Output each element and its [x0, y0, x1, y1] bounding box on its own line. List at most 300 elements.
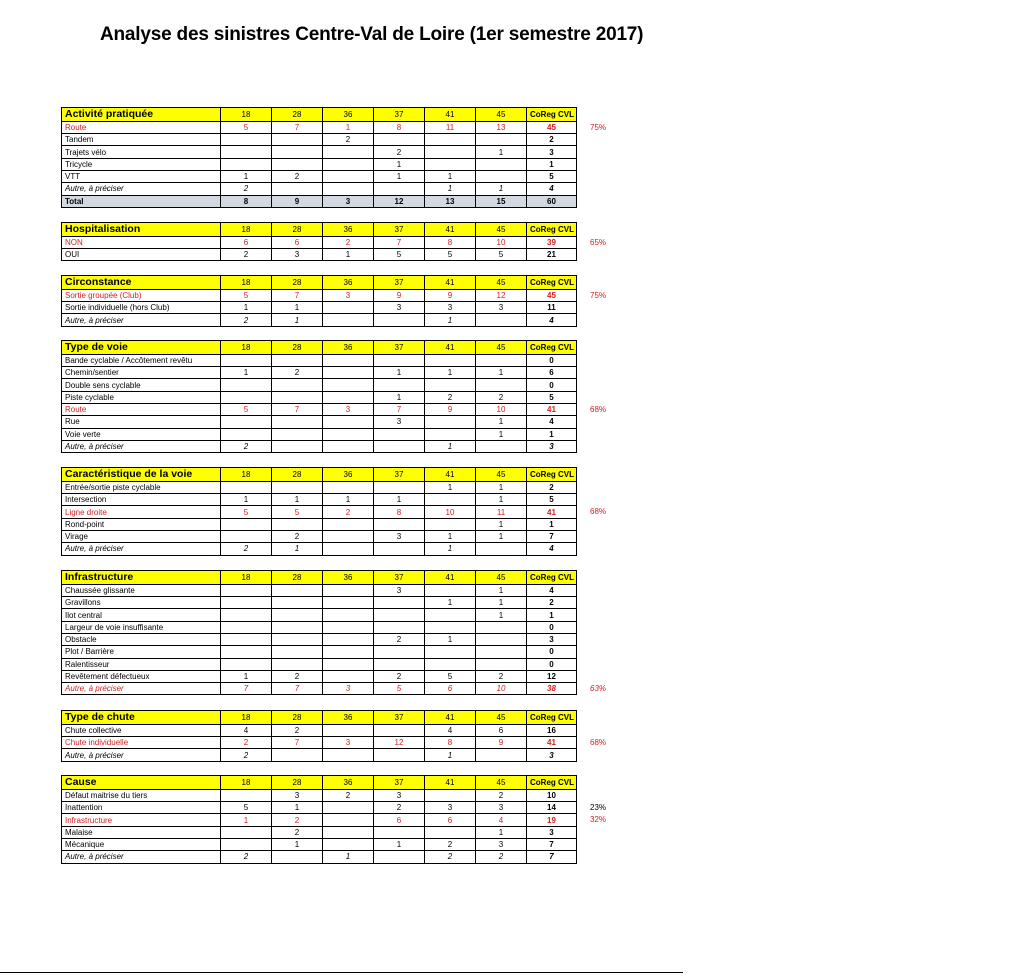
- data-cell: [476, 134, 527, 146]
- data-cell: [272, 749, 323, 761]
- data-cell: 1: [425, 183, 476, 195]
- data-cell: [323, 838, 374, 850]
- total-cell: 38: [527, 683, 577, 695]
- data-cell: 8: [221, 195, 272, 207]
- column-header: 18: [221, 776, 272, 790]
- data-cell: [323, 530, 374, 542]
- data-cell: [272, 633, 323, 645]
- row-label: Sortie groupée (Club): [62, 289, 221, 301]
- table-header-row: [62, 341, 577, 355]
- data-table: [61, 467, 577, 556]
- data-cell: 1: [476, 494, 527, 506]
- total-cell: 2: [527, 597, 577, 609]
- data-cell: [374, 379, 425, 391]
- data-cell: [323, 584, 374, 596]
- table-row: [62, 146, 577, 158]
- total-cell: 5: [527, 170, 577, 182]
- data-cell: [221, 646, 272, 658]
- column-header: 28: [272, 468, 323, 482]
- data-cell: 1: [221, 170, 272, 182]
- data-cell: 2: [221, 249, 272, 261]
- data-cell: 3: [476, 838, 527, 850]
- data-cell: [476, 633, 527, 645]
- table-row: [62, 314, 577, 326]
- data-cell: [323, 802, 374, 814]
- data-cell: [272, 391, 323, 403]
- data-cell: [374, 440, 425, 452]
- column-header: 41: [425, 276, 476, 290]
- column-header: 41: [425, 341, 476, 355]
- table-row: [62, 749, 577, 761]
- data-cell: [323, 724, 374, 736]
- data-cell: 1: [425, 530, 476, 542]
- data-cell: 8: [374, 506, 425, 518]
- section-hospitalisation: [61, 222, 576, 261]
- data-cell: 1: [272, 802, 323, 814]
- table-row: [62, 158, 577, 170]
- data-cell: [323, 621, 374, 633]
- table-row: [62, 289, 577, 301]
- data-cell: [323, 646, 374, 658]
- table-row: [62, 584, 577, 596]
- data-cell: 7: [221, 683, 272, 695]
- percentage-note: 68%: [590, 507, 607, 517]
- percentage-note: 75%: [590, 122, 607, 132]
- data-cell: [425, 146, 476, 158]
- data-cell: 1: [476, 584, 527, 596]
- table-row: [62, 249, 577, 261]
- total-cell: 3: [527, 826, 577, 838]
- table-row: [62, 851, 577, 863]
- data-cell: [323, 543, 374, 555]
- data-cell: 2: [221, 851, 272, 863]
- data-cell: [221, 428, 272, 440]
- data-cell: 4: [476, 814, 527, 826]
- row-label: Autre, à préciser: [62, 683, 221, 695]
- total-cell: 6: [527, 367, 577, 379]
- table-row: [62, 354, 577, 366]
- table-header-row: [62, 776, 577, 790]
- total-cell: 19: [527, 814, 577, 826]
- data-cell: 5: [476, 249, 527, 261]
- section-title: Cause: [62, 776, 221, 790]
- data-cell: [272, 609, 323, 621]
- table-header-row: [62, 571, 577, 585]
- data-cell: [476, 749, 527, 761]
- table-row: [62, 134, 577, 146]
- table-row: [62, 170, 577, 182]
- total-cell: 4: [527, 416, 577, 428]
- data-cell: [323, 416, 374, 428]
- data-cell: 3: [374, 584, 425, 596]
- column-header: 37: [374, 776, 425, 790]
- data-cell: [323, 440, 374, 452]
- data-cell: [374, 597, 425, 609]
- data-cell: 5: [374, 683, 425, 695]
- row-label: Piste cyclable: [62, 391, 221, 403]
- data-cell: 9: [425, 289, 476, 301]
- data-cell: 12: [374, 737, 425, 749]
- row-label: Sortie individuelle (hors Club): [62, 302, 221, 314]
- row-label: Chute collective: [62, 724, 221, 736]
- data-cell: [323, 826, 374, 838]
- data-cell: [476, 314, 527, 326]
- data-cell: 1: [476, 367, 527, 379]
- table-row: [62, 302, 577, 314]
- row-label: Autre, à préciser: [62, 183, 221, 195]
- column-header: 36: [323, 108, 374, 122]
- data-cell: 3: [323, 403, 374, 415]
- data-cell: 9: [272, 195, 323, 207]
- data-cell: [272, 416, 323, 428]
- data-cell: [323, 367, 374, 379]
- data-cell: [221, 584, 272, 596]
- data-cell: [323, 633, 374, 645]
- data-cell: [272, 597, 323, 609]
- data-cell: 1: [221, 367, 272, 379]
- row-label: NON: [62, 236, 221, 248]
- data-cell: 3: [476, 802, 527, 814]
- row-label: Défaut maitrise du tiers: [62, 789, 221, 801]
- data-cell: 5: [425, 670, 476, 682]
- section-activite-pratiquee: [61, 107, 576, 208]
- data-cell: 1: [323, 851, 374, 863]
- data-cell: 5: [272, 506, 323, 518]
- table-row: [62, 609, 577, 621]
- data-table: [61, 107, 577, 208]
- data-cell: 2: [425, 391, 476, 403]
- column-header: 28: [272, 108, 323, 122]
- data-cell: [323, 670, 374, 682]
- total-cell: 7: [527, 530, 577, 542]
- data-cell: 1: [221, 670, 272, 682]
- data-cell: 10: [425, 506, 476, 518]
- data-cell: 10: [476, 683, 527, 695]
- data-cell: 10: [476, 236, 527, 248]
- total-cell: 60: [527, 195, 577, 207]
- percentage-note: 63%: [590, 684, 607, 693]
- column-header: CoReg CVL: [527, 468, 577, 482]
- data-cell: 7: [272, 683, 323, 695]
- data-table: [61, 340, 577, 453]
- total-cell: 1: [527, 609, 577, 621]
- table-header-row: [62, 108, 577, 122]
- data-cell: [374, 658, 425, 670]
- total-cell: 39: [527, 236, 577, 248]
- section-circonstance: [61, 275, 576, 327]
- row-label: Ilot central: [62, 609, 221, 621]
- column-header: 18: [221, 223, 272, 237]
- data-cell: [476, 379, 527, 391]
- total-cell: 0: [527, 621, 577, 633]
- data-cell: [425, 621, 476, 633]
- table-row: [62, 670, 577, 682]
- data-table: [61, 775, 577, 864]
- column-header: 36: [323, 711, 374, 725]
- column-header: 41: [425, 108, 476, 122]
- row-label: Bande cyclable / Accôtement revêtu: [62, 354, 221, 366]
- data-cell: 2: [374, 670, 425, 682]
- data-cell: 13: [476, 121, 527, 133]
- total-cell: 12: [527, 670, 577, 682]
- data-cell: 2: [425, 851, 476, 863]
- column-header: 18: [221, 571, 272, 585]
- column-header: 37: [374, 711, 425, 725]
- total-cell: 2: [527, 134, 577, 146]
- data-cell: 1: [221, 494, 272, 506]
- data-cell: 12: [476, 289, 527, 301]
- data-cell: 5: [221, 121, 272, 133]
- data-cell: [221, 633, 272, 645]
- row-label: Entrée/sortie piste cyclable: [62, 481, 221, 493]
- data-cell: 1: [323, 249, 374, 261]
- table-row: [62, 440, 577, 452]
- data-cell: 9: [476, 737, 527, 749]
- data-cell: [221, 518, 272, 530]
- total-cell: 7: [527, 851, 577, 863]
- data-cell: [323, 428, 374, 440]
- data-cell: [272, 621, 323, 633]
- data-cell: 2: [374, 146, 425, 158]
- section-title: Type de voie: [62, 341, 221, 355]
- data-cell: [221, 609, 272, 621]
- column-header: 45: [476, 571, 527, 585]
- data-cell: [323, 609, 374, 621]
- table-row: [62, 403, 577, 415]
- data-cell: 2: [323, 789, 374, 801]
- data-cell: 2: [272, 724, 323, 736]
- data-cell: [425, 609, 476, 621]
- data-table: [61, 222, 577, 261]
- column-header: 45: [476, 776, 527, 790]
- row-label: Voie verte: [62, 428, 221, 440]
- data-cell: 2: [374, 802, 425, 814]
- percentage-note: 65%: [590, 237, 607, 247]
- data-cell: 5: [221, 802, 272, 814]
- data-cell: [323, 158, 374, 170]
- table-header-row: [62, 711, 577, 725]
- data-cell: 3: [425, 302, 476, 314]
- data-cell: [221, 379, 272, 391]
- total-cell: 1: [527, 518, 577, 530]
- data-cell: 1: [476, 518, 527, 530]
- data-cell: 11: [425, 121, 476, 133]
- data-cell: 1: [425, 633, 476, 645]
- row-label: Chute individuelle: [62, 737, 221, 749]
- data-cell: 1: [476, 183, 527, 195]
- total-cell: 0: [527, 379, 577, 391]
- row-label: Inattention: [62, 802, 221, 814]
- table-header-row: [62, 223, 577, 237]
- page-title: Analyse des sinistres Centre-Val de Loire (1er semestre 2017): [100, 24, 644, 45]
- row-label: Rond-point: [62, 518, 221, 530]
- table-row: [62, 121, 577, 133]
- data-cell: [221, 134, 272, 146]
- row-label: Infrastructure: [62, 814, 221, 826]
- column-header: CoReg CVL: [527, 108, 577, 122]
- section-title: Infrastructure: [62, 571, 221, 585]
- data-cell: 1: [221, 814, 272, 826]
- data-cell: 6: [425, 683, 476, 695]
- column-header: 45: [476, 223, 527, 237]
- data-cell: 6: [272, 236, 323, 248]
- column-header: 28: [272, 711, 323, 725]
- table-header-row: [62, 276, 577, 290]
- data-cell: [374, 851, 425, 863]
- data-cell: 12: [374, 195, 425, 207]
- data-cell: [323, 391, 374, 403]
- data-cell: 2: [323, 236, 374, 248]
- data-cell: 2: [221, 543, 272, 555]
- table-row: [62, 379, 577, 391]
- row-label: Tandem: [62, 134, 221, 146]
- data-cell: 2: [476, 789, 527, 801]
- data-cell: 1: [425, 314, 476, 326]
- row-label: Total: [62, 195, 221, 207]
- data-cell: 1: [425, 543, 476, 555]
- data-cell: 2: [221, 749, 272, 761]
- total-cell: 41: [527, 506, 577, 518]
- row-label: Ligne droite: [62, 506, 221, 518]
- total-cell: 11: [527, 302, 577, 314]
- data-cell: 1: [221, 302, 272, 314]
- data-cell: 8: [374, 121, 425, 133]
- data-cell: [476, 658, 527, 670]
- table-row: [62, 530, 577, 542]
- data-cell: [272, 584, 323, 596]
- total-cell: 4: [527, 314, 577, 326]
- column-header: 37: [374, 276, 425, 290]
- data-cell: [323, 170, 374, 182]
- column-header: 41: [425, 571, 476, 585]
- data-cell: [425, 379, 476, 391]
- data-cell: [374, 826, 425, 838]
- table-row: [62, 633, 577, 645]
- table-row: [62, 494, 577, 506]
- data-cell: [323, 379, 374, 391]
- total-cell: 7: [527, 838, 577, 850]
- row-label: OUI: [62, 249, 221, 261]
- data-cell: 2: [272, 670, 323, 682]
- column-header: 28: [272, 571, 323, 585]
- data-cell: 3: [323, 195, 374, 207]
- data-cell: 1: [425, 597, 476, 609]
- data-cell: [272, 134, 323, 146]
- data-cell: 5: [221, 403, 272, 415]
- data-cell: 1: [476, 481, 527, 493]
- data-cell: 9: [425, 403, 476, 415]
- data-cell: [374, 183, 425, 195]
- data-cell: [323, 749, 374, 761]
- column-header: 18: [221, 341, 272, 355]
- data-cell: [425, 416, 476, 428]
- data-cell: 1: [476, 416, 527, 428]
- column-header: 45: [476, 108, 527, 122]
- total-cell: 1: [527, 158, 577, 170]
- row-label: Obstacle: [62, 633, 221, 645]
- data-cell: [425, 134, 476, 146]
- data-cell: 2: [221, 183, 272, 195]
- row-label: Chaussée glissante: [62, 584, 221, 596]
- data-table: [61, 275, 577, 327]
- data-cell: [425, 518, 476, 530]
- table-header-row: [62, 468, 577, 482]
- total-cell: 3: [527, 633, 577, 645]
- data-cell: [221, 416, 272, 428]
- data-cell: 2: [221, 737, 272, 749]
- data-cell: [272, 354, 323, 366]
- data-cell: 3: [374, 416, 425, 428]
- data-cell: 1: [323, 121, 374, 133]
- table-row: [62, 195, 577, 207]
- data-cell: [323, 183, 374, 195]
- column-header: 36: [323, 571, 374, 585]
- total-cell: 41: [527, 737, 577, 749]
- data-cell: [476, 543, 527, 555]
- data-cell: 2: [476, 670, 527, 682]
- column-header: 37: [374, 468, 425, 482]
- data-cell: [476, 646, 527, 658]
- total-cell: 21: [527, 249, 577, 261]
- data-cell: 3: [374, 530, 425, 542]
- data-cell: [374, 646, 425, 658]
- data-cell: 2: [476, 391, 527, 403]
- total-cell: 5: [527, 391, 577, 403]
- data-cell: 1: [272, 838, 323, 850]
- table-row: [62, 737, 577, 749]
- total-cell: 0: [527, 658, 577, 670]
- data-cell: 2: [425, 838, 476, 850]
- column-header: 45: [476, 711, 527, 725]
- data-cell: 6: [425, 814, 476, 826]
- section-title: Type de chute: [62, 711, 221, 725]
- table-row: [62, 838, 577, 850]
- data-cell: [323, 597, 374, 609]
- data-cell: 1: [374, 158, 425, 170]
- percentage-note: 68%: [590, 404, 607, 414]
- data-cell: 10: [476, 403, 527, 415]
- column-header: CoReg CVL: [527, 776, 577, 790]
- table-row: [62, 683, 577, 695]
- data-cell: [272, 379, 323, 391]
- column-header: 37: [374, 223, 425, 237]
- table-row: [62, 658, 577, 670]
- column-header: CoReg CVL: [527, 276, 577, 290]
- data-cell: [425, 494, 476, 506]
- table-row: [62, 416, 577, 428]
- section-type-de-chute: [61, 710, 576, 762]
- column-header: 36: [323, 341, 374, 355]
- data-cell: 2: [323, 134, 374, 146]
- section-title: Circonstance: [62, 276, 221, 290]
- data-cell: 15: [476, 195, 527, 207]
- column-header: CoReg CVL: [527, 571, 577, 585]
- data-cell: [323, 146, 374, 158]
- data-cell: 1: [272, 494, 323, 506]
- column-header: 45: [476, 341, 527, 355]
- data-cell: [323, 354, 374, 366]
- data-cell: 1: [272, 543, 323, 555]
- data-cell: 11: [476, 506, 527, 518]
- row-label: Virage: [62, 530, 221, 542]
- table-row: [62, 802, 577, 814]
- data-cell: 4: [221, 724, 272, 736]
- data-cell: [221, 658, 272, 670]
- table-row: [62, 236, 577, 248]
- data-cell: 6: [221, 236, 272, 248]
- data-cell: 1: [425, 170, 476, 182]
- data-cell: 2: [323, 506, 374, 518]
